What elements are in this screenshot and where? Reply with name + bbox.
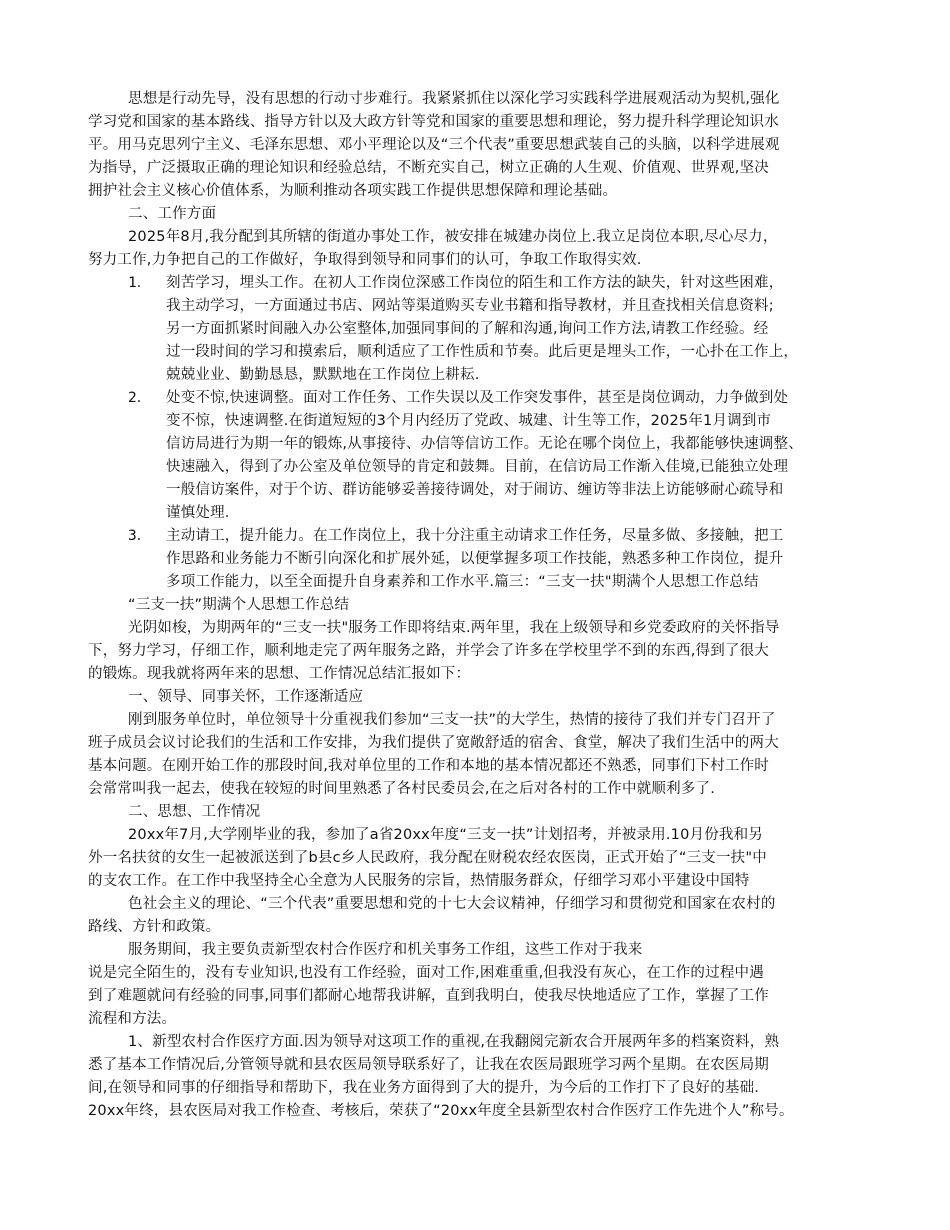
section-heading: 二、思想、工作情况 [128, 804, 261, 820]
list-number: 3． [128, 528, 152, 544]
text-line: 到了难题就问有经验的同事,同事们都耐心地帮我讲解，直到我明白，使我尽快地适应了工作，掌握了工作 [88, 988, 770, 1004]
text-line: 20xx年终，县农医局对我工作检查、考核后，荣获了“20xx年度全县新型农村合作医疗工作先进个人”称号。 [88, 1103, 794, 1119]
text-line: 拥护社会主义核心价值体系，为顺利推动各项实践工作提供思想保障和理论基础。 [88, 183, 618, 199]
list-item-line: 我主动学习，一方面通过书店、网站等渠道购买专业书籍和指导教材，并且查找相关信息资料; [166, 298, 774, 314]
text-line: 刚到服务单位时，单位领导十分重视我们参加“三支一扶”的大学生，热情的接待了我们并专门召开了 [128, 712, 776, 728]
text-line: 说是完全陌生的，没有专业知识,也没有工作经验，面对工作,困难重重,但我没有灰心，在工作的过程中遇 [88, 965, 764, 981]
list-item-line: 一般信访案件，对于个访、群访能够妥善接待调处，对于闹访、缠访等非法上访能够耐心疏导和 [166, 482, 784, 498]
text-line: 的锻炼。现我就将两年来的思想、工作情况总结汇报如下： [88, 666, 471, 682]
text-line: 流程和方法。 [88, 1011, 177, 1027]
list-item-line: 作思路和业务能力不断引向深化和扩展外延，以便掌握多项工作技能，熟悉多种工作岗位，提升 [166, 551, 784, 567]
section-heading: 一、领导、同事关怀，工作逐渐适应 [128, 689, 364, 705]
text-line: 悉了基本工作情况后,分管领导就和县农医局领导联系好了，让我在农医局跟班学习两个星期。在农医局期 [88, 1057, 770, 1073]
list-item-line: 兢兢业业、勤勤恳恳，默默地在工作岗位上耕耘. [166, 367, 480, 383]
section-heading: 二、工作方面 [128, 206, 217, 222]
text-line: 努力工作,力争把自己的工作做好，争取得到领导和同事们的认可，争取工作取得实效. [88, 252, 642, 268]
text-line: 基本问题。在刚开始工作的那段时间,我对单位里的工作和本地的基本情况都还不熟悉，同事们下村工作时 [88, 758, 770, 774]
text-line: 下，努力学习，仔细工作，顺利地走完了两年服务之路，并学会了许多在学校里学不到的东西,得到了很大 [88, 643, 770, 659]
list-number: 1． [128, 275, 152, 291]
list-item-line: 另一方面抓紧时间融入办公室整体,加强同事间的了解和沟通,询问工作方法,请教工作经验。经 [166, 321, 769, 337]
text-line: 2025年8月,我分配到其所辖的街道办事处工作，被安排在城建办岗位上.我立足岗位本职,尽心尽力， [128, 229, 778, 245]
list-item-line: 变不惊，快速调整.在街道短短的3个月内经历了党政、城建、计生等工作，2025年1月调到市 [166, 413, 772, 429]
list-item-line: 过一段时间的学习和摸索后，顺利适应了工作性质和节奏。此后更是埋头工作，一心扑在工作上， [166, 344, 799, 360]
text-line: 外一名扶贫的女生一起被派送到了b县c乡人民政府，我分配在财税农经农医岗，正式开始了“三支一扶"中 [88, 850, 767, 866]
text-line: 服务期间，我主要负责新型农村合作医疗和机关事务工作组，这些工作对于我来 [128, 942, 643, 958]
text-line: 1、新型农村合作医疗方面.因为领导对这项工作的重视,在我翻阅完新农合开展两年多的档案资料，熟 [128, 1034, 780, 1050]
list-item-line: 快速融入，得到了办公室及单位领导的肯定和鼓舞。目前，在信访局工作渐入佳境,已能独立处理 [166, 459, 789, 475]
list-item-line: 谨慎处理. [166, 505, 230, 521]
text-line: 平。用马克思列宁主义、毛泽东思想、邓小平理论以及“三个代表”重要思想武装自己的头脑，以科学进展观 [88, 137, 780, 153]
text-line: 为指导，广泛摄取正确的理论知识和经验总结，不断充实自己，树立正确的人生观、价值观、世界观,坚决 [88, 160, 770, 176]
text-line: 学习党和国家的基本路线、指导方针以及大政方针等党和国家的重要思想和理论，努力提升科学理论知识水 [88, 114, 779, 130]
list-item-line: 刻苦学习，埋头工作。在初人工作岗位深感工作岗位的陌生和工作方法的缺失，针对这些困难， [166, 275, 784, 291]
text-line: 路线、方针和政策。 [88, 919, 221, 935]
text-line: 光阴如梭，为期两年的“三支一扶"服务工作即将结束.两年里，我在上级领导和乡党委政府的关怀指导 [128, 620, 780, 636]
list-item-line: 主动请工，提升能力。在工作岗位上，我十分注重主动请求工作任务，尽量多做、多接触，把工 [166, 528, 784, 544]
list-item-line: 多项工作能力，以至全面提升自身素养和工作水平.篇三：“三支一扶"期满个人思想工作总结 [166, 574, 759, 590]
section-title: “三支一扶”期满个人思想工作总结 [128, 597, 350, 613]
text-line: 的支农工作。在工作中我坚持全心全意为人民服务的宗旨，热情服务群众，仔细学习邓小平建设中国特 [88, 873, 750, 889]
list-item-line: 信访局进行为期一年的锻炼,从事接待、办信等信访工作。无论在哪个岗位上，我都能够快速调整、 [166, 436, 803, 452]
text-line: 会常常叫我一起去，使我在较短的时间里熟悉了各村民委员会,在之后对各村的工作中就顺利多了. [88, 781, 716, 797]
list-item-line: 处变不惊,快速调整。面对工作任务、工作失误以及工作突发事件，甚至是岗位调动，力争做到处 [166, 390, 789, 406]
text-line: 色社会主义的理论、“三个代表”重要思想和党的十七大会议精神，仔细学习和贯彻党和国家在农村的 [128, 896, 776, 912]
text-line: 班子成员会议讨论我们的生活和工作安排，为我们提供了宽敞舒适的宿舍、食堂，解决了我们生活中的两大 [88, 735, 779, 751]
text-line: 20xx年7月,大学刚毕业的我，参加了a省20xx年度“三支一扶”计划招考，并被录用.10月份我和另 [128, 827, 764, 843]
text-line: 间,在领导和同事的仔细指导和帮助下，我在业务方面得到了大的提升，为今后的工作打下了良好的基础. [88, 1080, 760, 1096]
text-line: 思想是行动先导，没有思想的行动寸步难行。我紧紧抓住以深化学习实践科学进展观活动为契机,强化 [128, 91, 780, 107]
list-number: 2． [128, 390, 152, 406]
